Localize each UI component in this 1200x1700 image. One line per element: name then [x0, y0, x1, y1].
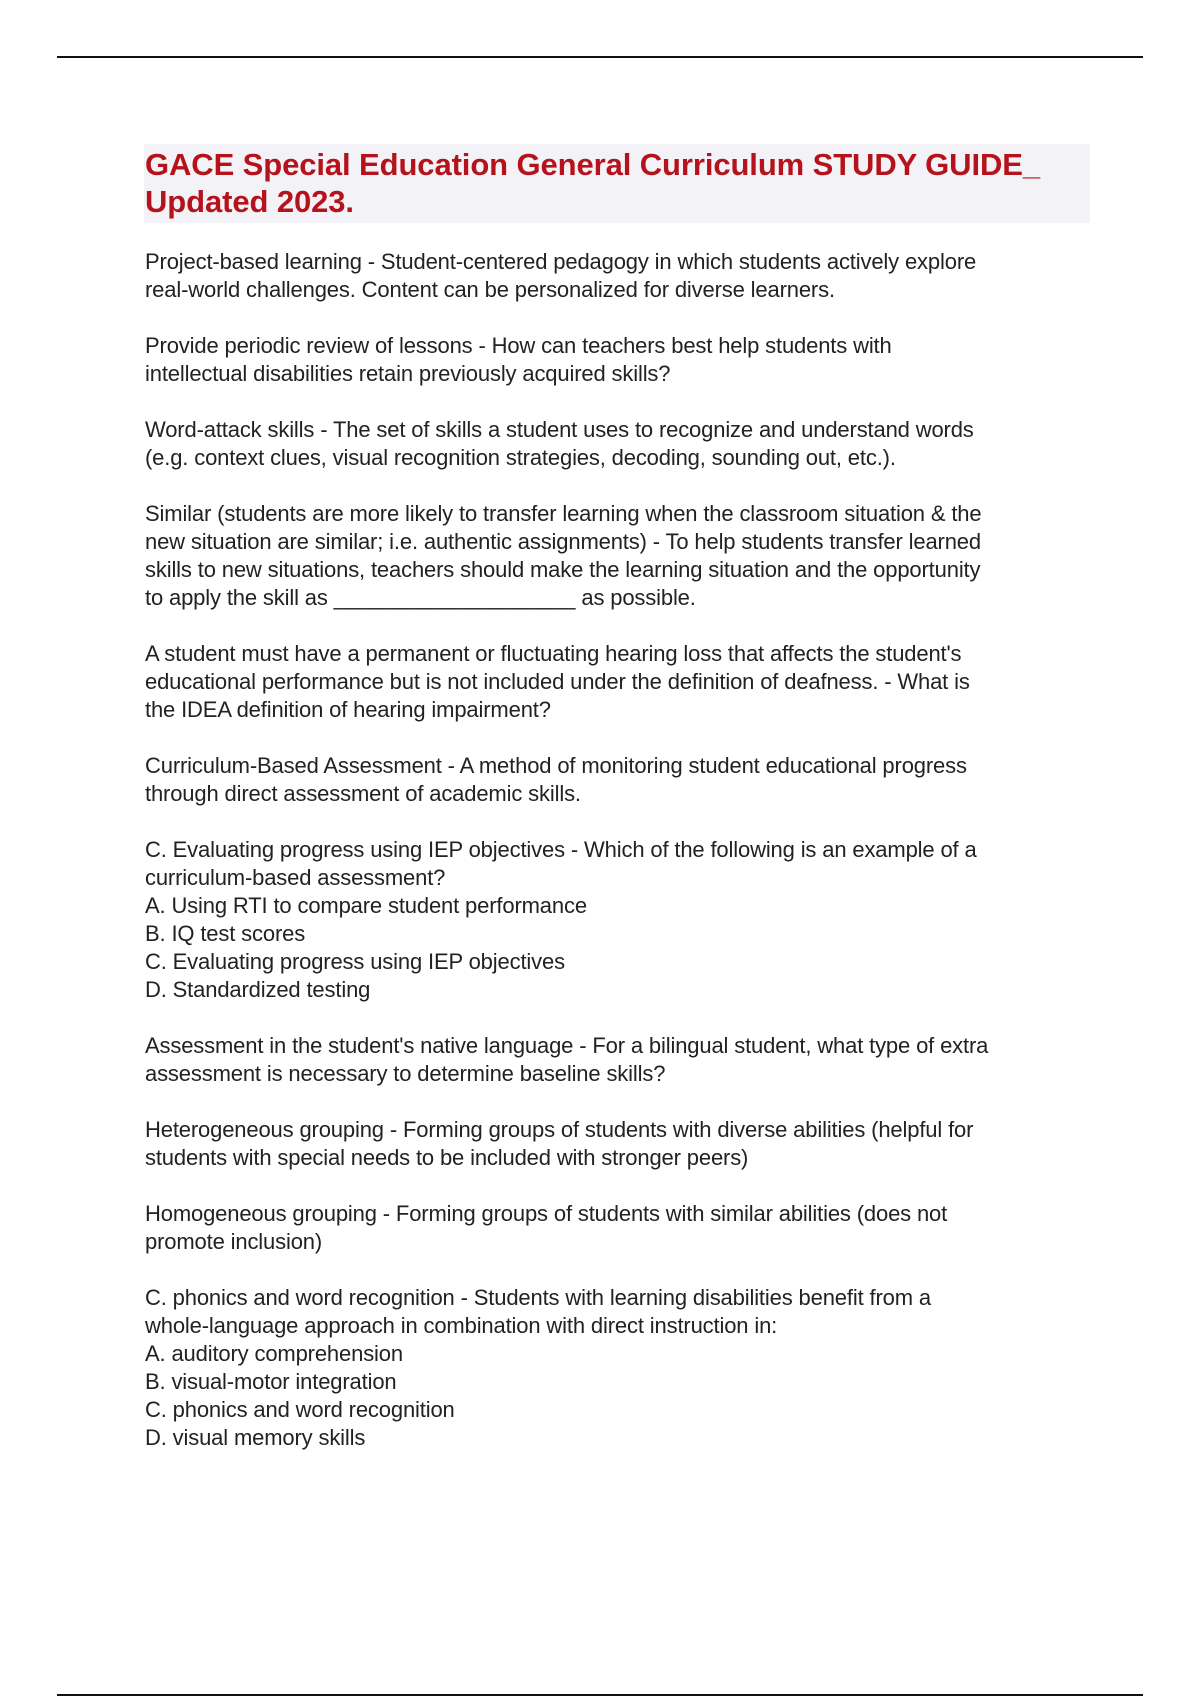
entry-line: Word-attack skills - The set of skills a student uses to recognize and understand words — [145, 417, 974, 442]
entry-line: real-world challenges. Content can be personalized for diverse learners. — [145, 277, 835, 302]
entry-line: D. Standardized testing — [145, 977, 371, 1002]
entry-line: C. phonics and word recognition - Students with learning disabilities benefit from a — [145, 1285, 931, 1310]
entry-line: Assessment in the student's native language - For a bilingual student, what type of extra — [145, 1033, 989, 1058]
entry-line: through direct assessment of academic skills. — [145, 781, 581, 806]
title-block — [144, 144, 1090, 223]
entry-line: Provide periodic review of lessons - How can teachers best help students with — [145, 333, 892, 358]
entry-list — [145, 248, 1090, 1452]
entry-line: educational performance but is not included under the definition of deafness. - What is — [145, 669, 970, 694]
document-body — [145, 144, 1090, 1480]
entry-line: A student must have a permanent or fluctuating hearing loss that affects the student's — [145, 641, 962, 666]
entry-line: skills to new situations, teachers should make the learning situation and the opportunity — [145, 557, 981, 582]
study-entry — [145, 416, 1090, 472]
study-entry — [145, 1032, 1090, 1088]
entry-line: C. phonics and word recognition — [145, 1397, 455, 1422]
entry-line: A. auditory comprehension — [145, 1341, 403, 1366]
entry-line: Project-based learning - Student-centered pedagogy in which students actively explore — [145, 249, 977, 274]
study-entry — [145, 1116, 1090, 1172]
entry-line: Similar (students are more likely to transfer learning when the classroom situation & the — [145, 501, 982, 526]
entry-line: D. visual memory skills — [145, 1425, 366, 1450]
entry-line: the IDEA definition of hearing impairment? — [145, 697, 551, 722]
study-entry — [145, 1284, 1090, 1452]
entry-line: curriculum-based assessment? — [145, 865, 446, 890]
title-line-2: Updated 2023. — [145, 184, 354, 219]
entry-line: to apply the skill as ____________________ as possible. — [145, 585, 696, 610]
study-entry — [145, 640, 1090, 724]
entry-line: promote inclusion) — [145, 1229, 323, 1254]
document-title — [145, 146, 1086, 220]
entry-line: Heterogeneous grouping - Forming groups of students with diverse abilities (helpful for — [145, 1117, 974, 1142]
study-entry — [145, 500, 1090, 612]
entry-line: intellectual disabilities retain previously acquired skills? — [145, 361, 671, 386]
entry-line: whole-language approach in combination with direct instruction in: — [145, 1313, 778, 1338]
entry-line: Homogeneous grouping - Forming groups of students with similar abilities (does not — [145, 1201, 948, 1226]
entry-line: Curriculum-Based Assessment - A method of monitoring student educational progress — [145, 753, 967, 778]
entry-line: B. visual-motor integration — [145, 1369, 397, 1394]
study-entry — [145, 332, 1090, 388]
entry-line: (e.g. context clues, visual recognition strategies, decoding, sounding out, etc.). — [145, 445, 896, 470]
entry-line: C. Evaluating progress using IEP objectives - Which of the following is an example of a — [145, 837, 977, 862]
top-rule — [57, 56, 1143, 58]
study-entry — [145, 836, 1090, 1004]
study-entry — [145, 248, 1090, 304]
entry-line: B. IQ test scores — [145, 921, 306, 946]
entry-line: assessment is necessary to determine baseline skills? — [145, 1061, 666, 1086]
entry-line: students with special needs to be included with stronger peers) — [145, 1145, 749, 1170]
entry-line: C. Evaluating progress using IEP objectives — [145, 949, 565, 974]
study-entry — [145, 1200, 1090, 1256]
entry-line: A. Using RTI to compare student performance — [145, 893, 587, 918]
entry-line: new situation are similar; i.e. authentic assignments) - To help students transfer learned — [145, 529, 981, 554]
bottom-rule — [57, 1694, 1143, 1696]
study-entry — [145, 752, 1090, 808]
title-line-1: GACE Special Education General Curriculum STUDY GUIDE_ — [145, 147, 1040, 182]
